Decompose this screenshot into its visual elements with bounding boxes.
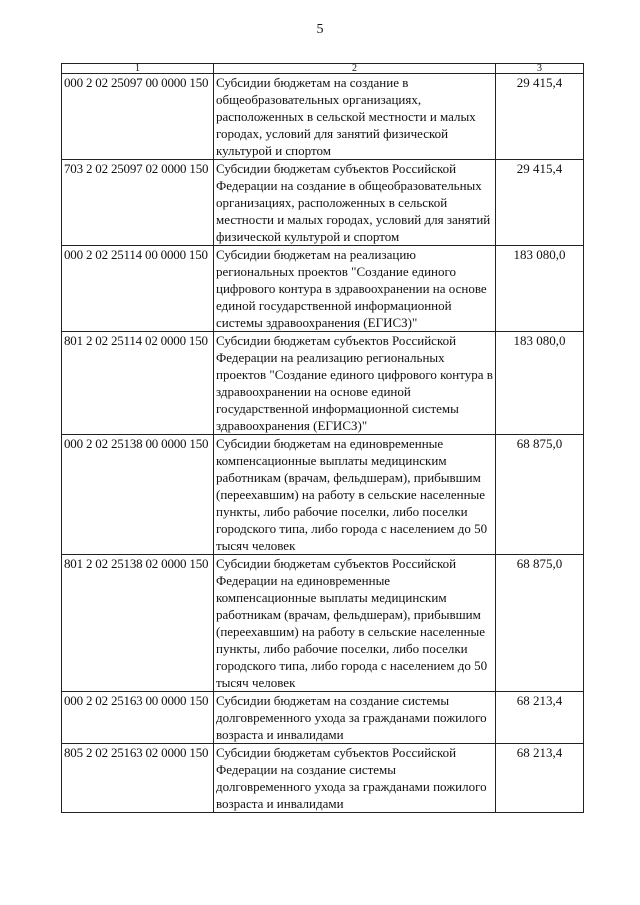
row-amount: 68 213,4 (496, 744, 584, 813)
row-description: Субсидии бюджетам на реализацию региональных проектов "Создание единого цифрового контура в здравоохранении на основе единой государственной информационной системы здравоохранения (ЕГИСЗ)" (214, 246, 496, 332)
budget-code: 805 2 02 25163 02 0000 150 (62, 744, 214, 813)
row-amount: 68 213,4 (496, 692, 584, 744)
table-row (62, 692, 584, 744)
table-header-row (62, 64, 584, 74)
row-amount: 29 415,4 (496, 160, 584, 246)
budget-code: 801 2 02 25138 02 0000 150 (62, 555, 214, 692)
budget-code: 801 2 02 25114 02 0000 150 (62, 332, 214, 435)
table-row (62, 744, 584, 813)
budget-code: 000 2 02 25138 00 0000 150 (62, 435, 214, 555)
column-header-3: 3 (496, 64, 584, 74)
row-description: Субсидии бюджетам на создание системы долговременного ухода за гражданами пожилого возраста и инвалидами (214, 692, 496, 744)
row-amount: 68 875,0 (496, 555, 584, 692)
table-row (62, 74, 584, 160)
row-amount: 68 875,0 (496, 435, 584, 555)
column-header-1: 1 (62, 64, 214, 74)
budget-code: 000 2 02 25163 00 0000 150 (62, 692, 214, 744)
budget-code: 703 2 02 25097 02 0000 150 (62, 160, 214, 246)
row-description: Субсидии бюджетам субъектов Российской Федерации на создание системы долговременного ухода за гражданами пожилого возраста и инвалидами (214, 744, 496, 813)
page-number: 5 (316, 22, 324, 37)
budget-table (61, 63, 584, 813)
row-amount: 183 080,0 (496, 332, 584, 435)
budget-code: 000 2 02 25114 00 0000 150 (62, 246, 214, 332)
row-description: Субсидии бюджетам субъектов Российской Федерации на реализацию региональных проектов "Создание единого цифрового контура в здравоохранении на основе единой государственной информационной системы здравоохранения (ЕГИСЗ)" (214, 332, 496, 435)
table-row (62, 555, 584, 692)
column-header-2: 2 (214, 64, 496, 74)
row-description: Субсидии бюджетам на единовременные компенсационные выплаты медицинским работникам (врачам, фельдшерам), прибывшим (переехавшим) на работу в сельские населенные пункты, либо рабочие поселки, либо поселки городского типа, либо города с населением до 50 тысяч человек (214, 435, 496, 555)
budget-code: 000 2 02 25097 00 0000 150 (62, 74, 214, 160)
row-description: Субсидии бюджетам субъектов Российской Федерации на единовременные компенсационные выплаты медицинским работникам (врачам, фельдшерам), прибывшим (переехавшим) на работу в сельские населенные пункты, либо рабочие поселки, либо поселки городского типа, либо города с населением до 50 тысяч человек (214, 555, 496, 692)
table-row (62, 435, 584, 555)
table-row (62, 246, 584, 332)
table-row (62, 332, 584, 435)
row-description: Субсидии бюджетам на создание в общеобразовательных организациях, расположенных в сельской местности и малых городах, условий для занятий физической культурой и спортом (214, 74, 496, 160)
row-amount: 183 080,0 (496, 246, 584, 332)
row-description: Субсидии бюджетам субъектов Российской Федерации на создание в общеобразовательных организациях, расположенных в сельской местности и малых городах, условий для занятий физической культурой и спортом (214, 160, 496, 246)
row-amount: 29 415,4 (496, 74, 584, 160)
table-row (62, 160, 584, 246)
